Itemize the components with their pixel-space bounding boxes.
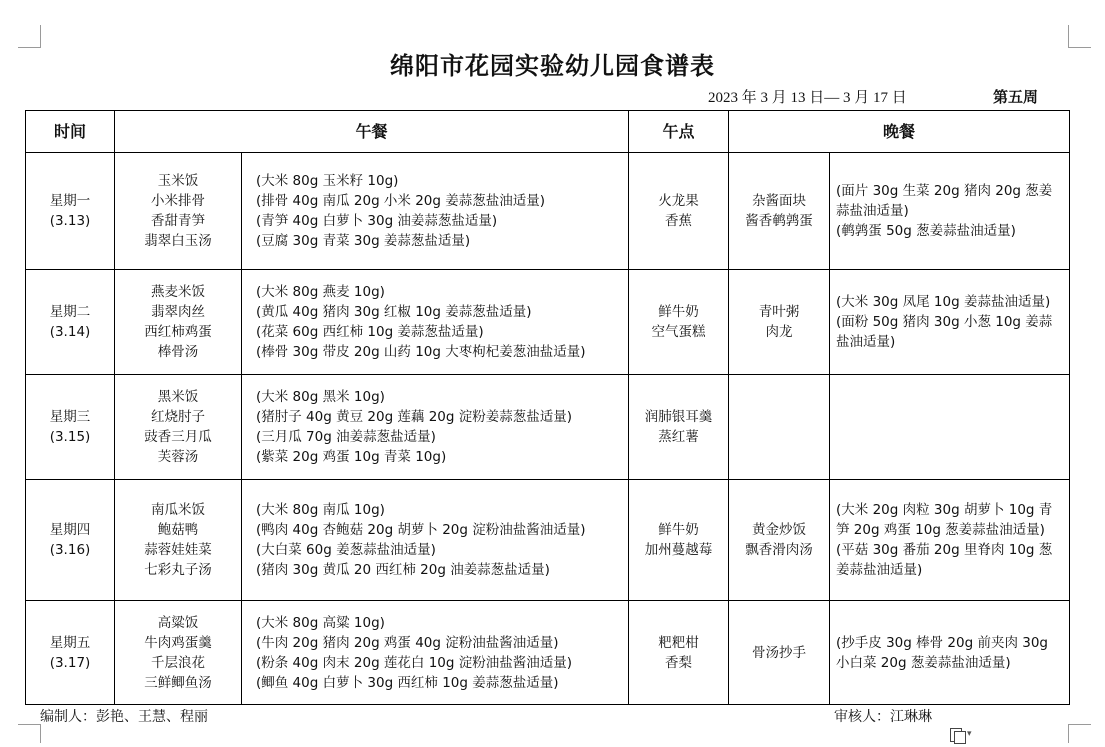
lunch-dish: 香甜青笋 xyxy=(151,213,205,229)
lunch-ingredient: (黄瓜 40g 猪肉 30g 红椒 10g 姜蒜葱盐适量) xyxy=(256,304,532,320)
menu-row xyxy=(26,270,1070,375)
lunch-ingredient: (粉条 40g 肉末 20g 莲花白 10g 淀粉油盐酱油适量) xyxy=(256,654,573,671)
day-cell xyxy=(26,153,115,270)
day-name: 星期二 xyxy=(49,304,91,320)
lunch-dish: 燕麦米饭 xyxy=(151,284,205,300)
lunch-dish: 西红柿鸡蛋 xyxy=(144,324,212,340)
date-range: 2023 年 3 月 13 日— 3 月 17 日 xyxy=(708,90,907,106)
lunch-dishes-cell xyxy=(115,375,242,480)
snack-cell xyxy=(629,270,729,375)
dinner-ingredient: (面片 30g 生菜 20g 猪肉 20g 葱姜蒜盐油适量) xyxy=(836,183,1053,219)
header-snack: 午点 xyxy=(629,111,729,153)
day-date: (3.17) xyxy=(49,654,91,671)
lunch-dish: 红烧肘子 xyxy=(151,409,205,425)
lunch-dish: 棒骨汤 xyxy=(157,344,199,360)
dinner-ingredient: (大米 20g 肉粒 30g 胡萝卜 10g 青笋 20g 鸡蛋 10g 葱姜蒜盐油适量) xyxy=(836,502,1053,538)
snack-item: 火龙果 xyxy=(658,193,699,209)
lunch-dish: 三鲜鲫鱼汤 xyxy=(144,674,212,691)
day-date: (3.15) xyxy=(49,429,91,445)
menu-row xyxy=(26,601,1070,705)
dinner-dish: 黄金炒饭 xyxy=(752,522,807,538)
lunch-dish: 芙蓉汤 xyxy=(157,449,199,465)
lunch-ingredient: (棒骨 30g 带皮 20g 山药 10g 大枣枸杞姜葱油盐适量) xyxy=(256,344,586,360)
day-cell xyxy=(26,480,115,601)
snack-item: 加州蔓越莓 xyxy=(644,542,713,558)
crop-mark-top-left xyxy=(18,25,41,48)
snack-item: 鲜牛奶 xyxy=(658,522,699,538)
lunch-ingredient: (猪肘子 40g 黄豆 20g 莲藕 20g 淀粉姜蒜葱盐适量) xyxy=(256,409,573,425)
page-title: 绵阳市花园实验幼儿园食谱表 xyxy=(390,52,715,80)
reviewer-label: 审核人：江琳琳 xyxy=(834,709,932,725)
lunch-dish: 小米排骨 xyxy=(151,193,205,209)
day-name: 星期一 xyxy=(49,193,91,209)
dinner-dish: 酱香鹌鹑蛋 xyxy=(745,213,813,229)
header-time: 时间 xyxy=(26,111,115,153)
lunch-ingredient: (大米 80g 高粱 10g) xyxy=(256,614,385,631)
dinner-dish: 肉龙 xyxy=(765,324,793,340)
lunch-ingredient: (紫菜 20g 鸡蛋 10g 青菜 10g) xyxy=(256,449,447,465)
dinner-ingredient: (面粉 50g 猪肉 30g 小葱 10g 姜蒜盐油适量) xyxy=(836,314,1053,350)
dinner-dishes-cell xyxy=(729,375,830,480)
lunch-ingredient: (花菜 60g 西红柿 10g 姜蒜葱盐适量) xyxy=(256,324,484,340)
snack-item: 粑粑柑 xyxy=(658,634,699,651)
lunch-ingredients-cell xyxy=(242,480,629,601)
day-name: 星期五 xyxy=(49,634,91,651)
snack-item: 润肺银耳羹 xyxy=(644,409,713,425)
lunch-ingredient: (鸭肉 40g 杏鲍菇 20g 胡萝卜 20g 淀粉油盐酱油适量) xyxy=(256,522,586,538)
snack-cell xyxy=(629,375,729,480)
lunch-ingredient: (大白菜 60g 姜葱蒜盐油适量) xyxy=(256,542,436,558)
lunch-dish: 鲍菇鸭 xyxy=(157,522,199,538)
lunch-dish: 玉米饭 xyxy=(157,173,199,189)
dinner-dish: 飘香滑肉汤 xyxy=(745,542,813,558)
header-dinner: 晚餐 xyxy=(729,111,1070,153)
week-label: 第五周 xyxy=(993,90,1039,106)
day-date: (3.13) xyxy=(49,213,91,229)
dinner-ingredients-cell xyxy=(830,601,1070,705)
day-name: 星期三 xyxy=(49,409,91,425)
snack-item: 鲜牛奶 xyxy=(658,304,699,320)
lunch-ingredient: (排骨 40g 南瓜 20g 小米 20g 姜蒜葱盐油适量) xyxy=(256,193,546,209)
editor-label: 编制人：彭艳、王慧、程丽 xyxy=(40,709,208,725)
dinner-ingredients-cell xyxy=(830,480,1070,601)
menu-row xyxy=(26,153,1070,270)
lunch-dishes-cell xyxy=(115,270,242,375)
lunch-ingredient: (豆腐 30g 青菜 30g 姜蒜葱盐适量) xyxy=(256,233,471,249)
lunch-dish: 千层浪花 xyxy=(151,654,205,671)
lunch-dish: 黑米饭 xyxy=(157,389,199,405)
day-cell xyxy=(26,270,115,375)
lunch-ingredients-cell xyxy=(242,601,629,705)
menu-table xyxy=(25,110,1070,705)
lunch-dish: 蒜蓉娃娃菜 xyxy=(144,542,212,558)
dinner-ingredients-cell xyxy=(830,375,1070,480)
day-name: 星期四 xyxy=(49,522,91,538)
lunch-ingredients-cell xyxy=(242,375,629,480)
day-date: (3.14) xyxy=(49,324,91,340)
menu-row xyxy=(26,480,1070,601)
dinner-ingredient: (鹌鹑蛋 50g 葱姜蒜盐油适量) xyxy=(836,223,1016,239)
crop-mark-top-right xyxy=(1068,25,1091,48)
table-header-row xyxy=(26,111,1070,153)
lunch-ingredient: (三月瓜 70g 油姜蒜葱盐适量) xyxy=(256,429,436,445)
lunch-ingredient: (鲫鱼 40g 白萝卜 30g 西红柿 10g 姜蒜葱盐适量) xyxy=(256,674,559,691)
dinner-dish: 青叶粥 xyxy=(758,304,800,320)
lunch-dishes-cell xyxy=(115,601,242,705)
snack-cell xyxy=(629,153,729,270)
dinner-dishes-cell xyxy=(729,153,830,270)
snack-item: 香梨 xyxy=(665,654,693,671)
lunch-ingredients-cell xyxy=(242,153,629,270)
snack-cell xyxy=(629,480,729,601)
dinner-dish: 骨汤抄手 xyxy=(752,644,807,661)
lunch-dish: 翡翠肉丝 xyxy=(151,304,205,320)
dinner-ingredients-cell xyxy=(830,270,1070,375)
snack-cell xyxy=(629,601,729,705)
lunch-dishes-cell xyxy=(115,480,242,601)
lunch-ingredient: (大米 80g 玉米籽 10g) xyxy=(256,173,399,189)
dinner-dishes-cell xyxy=(729,601,830,705)
lunch-ingredient: (大米 80g 南瓜 10g) xyxy=(256,502,385,518)
header-lunch: 午餐 xyxy=(115,111,629,153)
lunch-ingredient: (大米 80g 燕麦 10g) xyxy=(256,284,385,300)
dinner-ingredient: (抄手皮 30g 棒骨 20g 前夹肉 30g 小白菜 20g 葱姜蒜盐油适量) xyxy=(836,634,1048,671)
lunch-ingredient: (猪肉 30g 黄瓜 20 西红柿 20g 油姜蒜葱盐适量) xyxy=(256,562,550,578)
menu-row xyxy=(26,375,1070,480)
snack-item: 香蕉 xyxy=(665,213,693,229)
lunch-dish: 豉香三月瓜 xyxy=(144,429,212,445)
lunch-dish: 七彩丸子汤 xyxy=(144,562,212,578)
day-cell xyxy=(26,375,115,480)
dinner-ingredient: (大米 30g 凤尾 10g 姜蒜盐油适量) xyxy=(836,294,1051,310)
dinner-dishes-cell xyxy=(729,480,830,601)
lunch-dish: 牛肉鸡蛋羹 xyxy=(144,634,212,651)
lunch-ingredient: (青笋 40g 白萝卜 30g 油姜蒜葱盐适量) xyxy=(256,213,498,229)
dinner-ingredients-cell xyxy=(830,153,1070,270)
lunch-ingredients-cell xyxy=(242,270,629,375)
lunch-dish: 翡翠白玉汤 xyxy=(144,233,212,249)
lunch-ingredient: (大米 80g 黑米 10g) xyxy=(256,389,385,405)
lunch-ingredient: (牛肉 20g 猪肉 20g 鸡蛋 40g 淀粉油盐酱油适量) xyxy=(256,634,559,651)
snack-item: 空气蛋糕 xyxy=(651,324,706,340)
day-cell xyxy=(26,601,115,705)
paste-options-icon[interactable]: ▾ xyxy=(948,725,966,743)
lunch-dishes-cell xyxy=(115,153,242,270)
dinner-dishes-cell xyxy=(729,270,830,375)
lunch-dish: 高粱饭 xyxy=(157,614,199,631)
dinner-ingredient: (平菇 30g 番茄 20g 里脊肉 10g 葱姜蒜盐油适量) xyxy=(836,542,1053,578)
dinner-dish: 杂酱面块 xyxy=(752,193,807,209)
day-date: (3.16) xyxy=(49,542,91,558)
snack-item: 蒸红薯 xyxy=(658,429,699,445)
lunch-dish: 南瓜米饭 xyxy=(151,502,205,518)
crop-mark-bottom-right xyxy=(1068,724,1091,743)
crop-mark-bottom-left xyxy=(18,724,41,743)
